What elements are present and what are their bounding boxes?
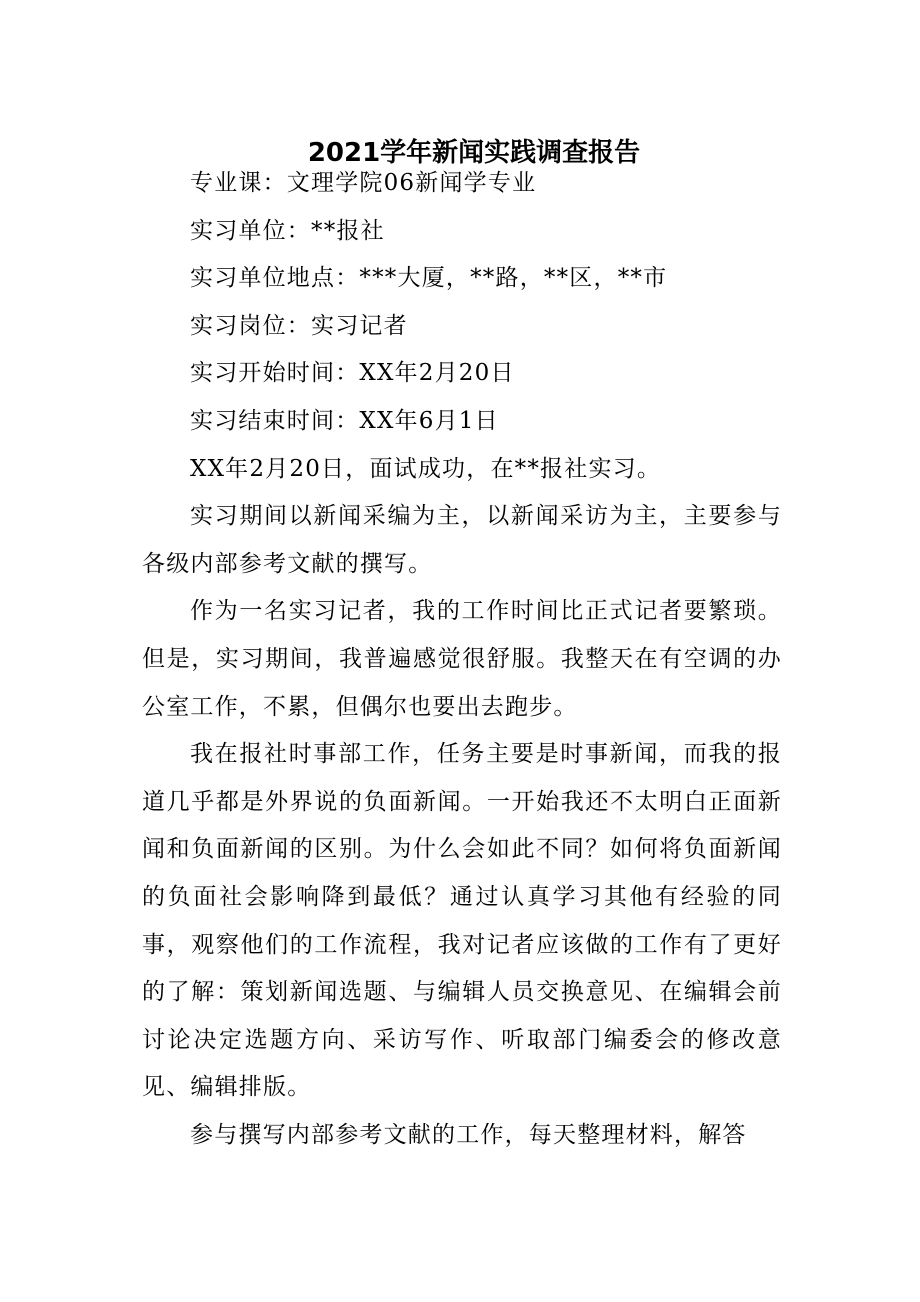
info-unit-location: 实习单位地点：***大厦，**路，**区，**市 xyxy=(190,265,668,292)
info-position: 实习岗位：实习记者 xyxy=(190,312,408,339)
paragraph: 参与撰写内部参考文献的工作，每天整理材料，解答 xyxy=(190,1121,747,1148)
paragraph: 我在报社时事部工作，任务主要是时事新闻，而我的报道几乎都是外界说的负面新闻。一开始我还不太明白正面新闻和负面新闻的区别。为什么会如此不同？如何将负面新闻的负面社会影响降到最低？通过认真学习其他有经验的同事，观察他们的工作流程，我对记者应该做的工作有了更好的了解：策划新闻选题、与编辑人员交换意见、在编辑会前讨论决定选题方向、采访写作、听取部门编委会的修改意见、编辑排版。 xyxy=(142,741,782,1101)
info-interview-note: XX年2月20日，面试成功，在**报社实习。 xyxy=(190,455,662,482)
document-body xyxy=(142,160,782,1159)
paragraph: 实习期间以新闻采编为主，以新闻采访为主，主要参与各级内部参考文献的撰写。 xyxy=(142,503,782,577)
document-title: 2021学年新闻实践调查报告 xyxy=(307,138,641,169)
paragraph: 作为一名实习记者，我的工作时间比正式记者要繁琐。但是，实习期间，我普遍感觉很舒服。我整天在有空调的办公室工作，不累，但偶尔也要出去跑步。 xyxy=(142,598,782,720)
info-end-date: 实习结束时间：XX年6月1日 xyxy=(190,407,499,434)
info-major: 专业课：文理学院06新闻学专业 xyxy=(190,170,537,196)
info-internship-unit: 实习单位：**报社 xyxy=(190,217,385,244)
info-start-date: 实习开始时间：XX年2月20日 xyxy=(190,360,515,387)
